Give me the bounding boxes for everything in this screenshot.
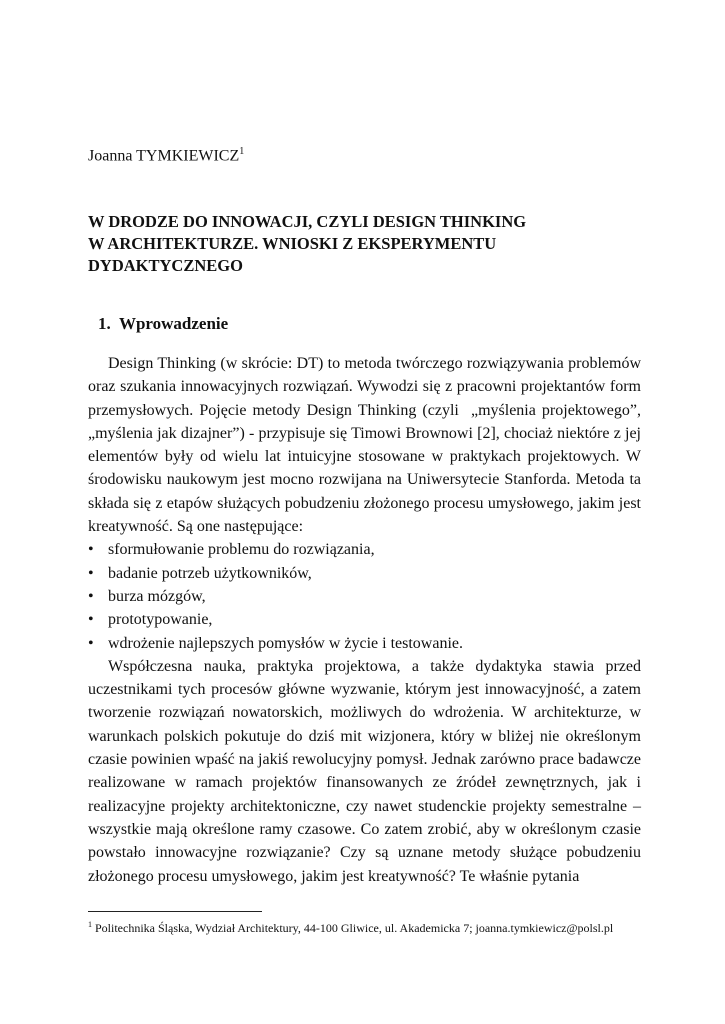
list-item: • sformułowanie problemu do rozwiązania,	[88, 538, 641, 561]
footnote-mark: 1	[88, 920, 92, 929]
body-text	[88, 352, 641, 888]
title-line: W DRODZE DO INNOWACJI, CZYLI DESIGN THINKING	[88, 212, 527, 231]
section-heading	[98, 314, 228, 334]
list-item: • badanie potrzeb użytkowników,	[88, 562, 641, 585]
list-item: • wdrożenie najlepszych pomysłów w życie i testowanie.	[88, 632, 641, 655]
section-title: Wprowadzenie	[118, 314, 229, 333]
footnote-text: Politechnika Śląska, Wydział Architektury, 44-100 Gliwice, ul. Akademicka 7; joanna.tymkiewicz@polsl.pl	[95, 921, 614, 935]
section-number: 1.	[98, 314, 111, 333]
title-line: W ARCHITEKTURZE. WNIOSKI Z EKSPERYMENTU	[88, 234, 497, 253]
paragraph-1: Design Thinking (w skrócie: DT) to metoda twórczego rozwiązywania problemów oraz szukania innowacyjnych rozwiązań. Wywodzi się z pracowni projektantów form przemysłowych. Pojęcie metody Design Thinking (czyli „myślenia projektowego”, „myślenia jak dizajner”) - przypisuje się Timowi Brownowi [2], chociaż niektóre z jej elementów były od wielu lat intuicyjne stosowane w praktykach projektowych. W środowisku naukowym jest mocno rozwijana na Uniwersytecie Stanforda. Metoda ta składa się z etapów służących pobudzeniu złożonego procesu umysłowego, jakim jest kreatywność. Są one następujące:	[88, 355, 641, 536]
footnote	[88, 920, 648, 936]
paragraph-2: Współczesna nauka, praktyka projektowa, a także dydaktyka stawia przed uczestnikami tych procesów główne wyzwanie, którym jest innowacyjność, a zatem tworzenie rozwiązań nowatorskich, możliwych do wdrożenia. W architekturze, w warunkach polskich pokutuje do dziś mit wizjonera, który w bliżej nie określonym czasie powinien wpaść na jakiś rewolucyjny pomysł. Jednak zarówno prace badawcze realizowane w ramach projektów finansowanych ze źródeł zewnętrznych, jak i realizacyjne projekty architektoniczne, czy nawet studenckie projekty semestralne – wszystkie mają określone ramy czasowe. Co zatem zrobić, aby w określonym czasie powstało innowacyjne rozwiązanie? Czy są uznane metody służące pobudzeniu złożonego procesu umysłowego, jakim jest kreatywność? Te właśnie pytania	[88, 657, 641, 885]
title-line: DYDAKTYCZNEGO	[88, 256, 243, 275]
author-name: Joanna TYMKIEWICZ	[88, 147, 240, 165]
steps-list	[88, 538, 641, 654]
author-footnote-mark: 1	[239, 146, 245, 157]
footnote-divider	[88, 911, 262, 912]
author-line	[88, 146, 244, 165]
paper-title	[88, 211, 648, 277]
list-item: • burza mózgów,	[88, 585, 641, 608]
list-item: • prototypowanie,	[88, 608, 641, 631]
